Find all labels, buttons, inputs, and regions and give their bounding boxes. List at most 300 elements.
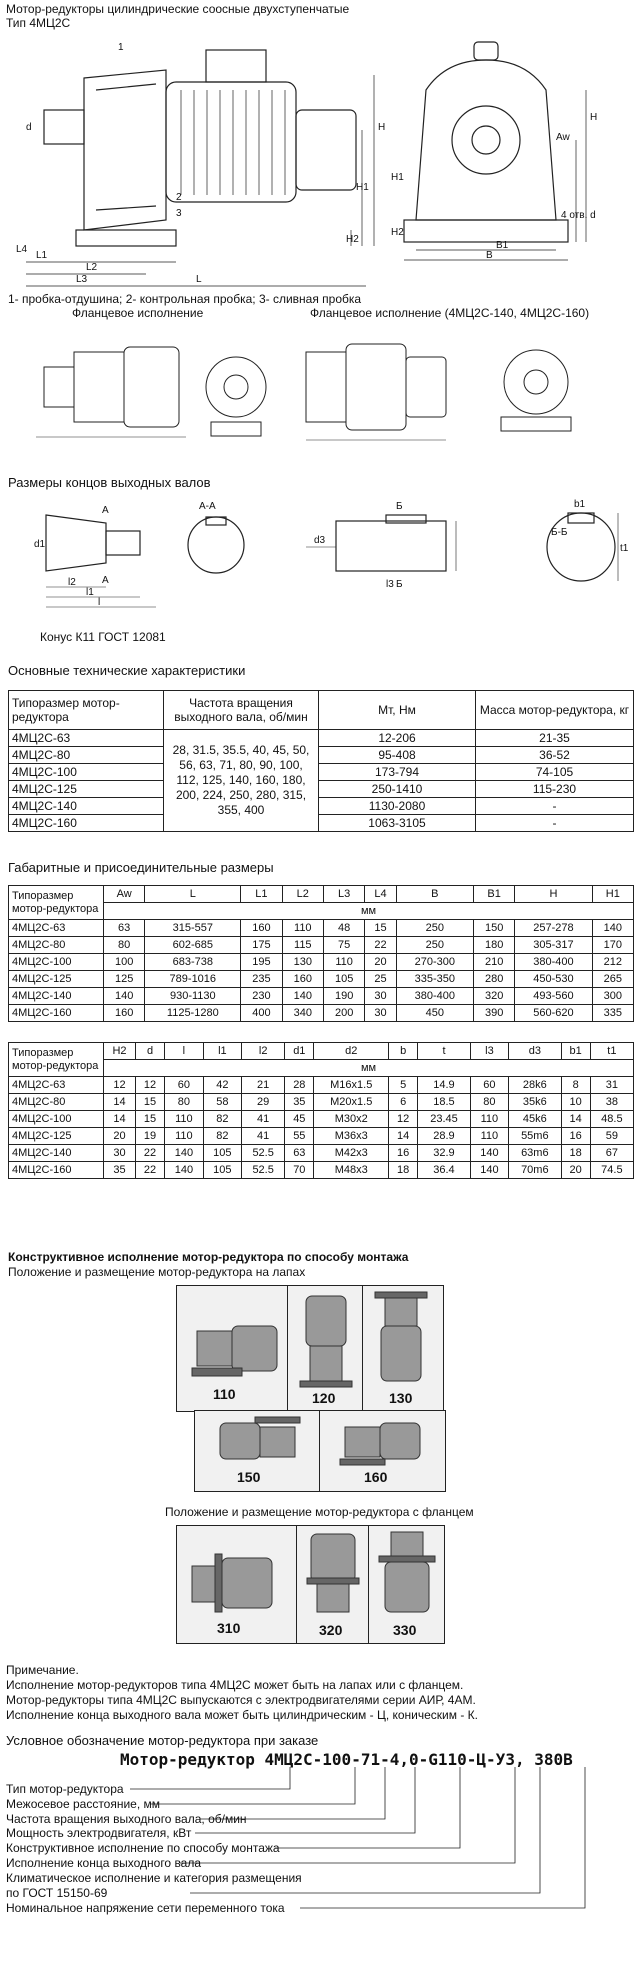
table-cell: M30x2 <box>314 1111 389 1128</box>
dim-H1-side: H1 <box>356 182 369 193</box>
dim-B1-front: B1 <box>496 240 509 251</box>
table-cell: 140 <box>470 1162 508 1179</box>
front-housing <box>416 60 556 220</box>
table-cell: 70 <box>285 1162 314 1179</box>
table-cell: 160 <box>241 920 282 937</box>
shaft-ends-drawing <box>6 495 636 615</box>
label-t1: t1 <box>620 543 629 554</box>
table-cell: 22 <box>365 937 396 954</box>
table-cell: 560-620 <box>515 1005 592 1022</box>
header-cell: B1 <box>473 886 514 903</box>
header-cell: Aw <box>104 886 145 903</box>
table-cell: 18 <box>561 1145 590 1162</box>
order-legend-item: по ГОСТ 15150-69 <box>6 1886 108 1900</box>
flange-mount-caption: Положение и размещение мотор-редуктора с фланцем <box>165 1505 474 1519</box>
table-cell: 130 <box>282 954 323 971</box>
dim-H-front: H <box>590 112 598 123</box>
table-cell: 35k6 <box>509 1094 561 1111</box>
output-shaft <box>44 110 84 144</box>
cone-note: Конус К11 ГОСТ 12081 <box>40 630 166 644</box>
table-row <box>9 781 634 798</box>
table-cell: 25 <box>365 971 396 988</box>
dims-table-2 <box>8 1042 634 1179</box>
table-cell: 63m6 <box>509 1145 561 1162</box>
table-cell: 390 <box>473 1005 514 1022</box>
callout-3: 3 <box>176 208 182 219</box>
order-legend-item: Номинальное напряжение сети переменного тока <box>6 1901 285 1915</box>
table-cell: 31 <box>590 1077 633 1094</box>
table-cell: 6 <box>389 1094 418 1111</box>
table-cell: - <box>476 815 634 832</box>
dim-B-front: B <box>486 250 493 261</box>
table-cell: 45 <box>285 1111 314 1128</box>
table-cell: 230 <box>241 988 282 1005</box>
table-cell: 175 <box>241 937 282 954</box>
lifting-eye <box>474 42 498 60</box>
table-cell: 270-300 <box>396 954 473 971</box>
table-cell: 105 <box>203 1145 241 1162</box>
label-b-top: Б <box>396 501 403 512</box>
mount-code-320: 320 <box>319 1622 343 1638</box>
table-row <box>9 1128 634 1145</box>
table-header-row <box>9 691 634 730</box>
table-cell: 52.5 <box>242 1162 285 1179</box>
mount-variant-110 <box>176 1285 289 1412</box>
table-cell: 110 <box>323 954 364 971</box>
table-cell: 140 <box>165 1145 203 1162</box>
dim-L3: L3 <box>76 274 88 285</box>
header-cell: l3 <box>470 1043 508 1060</box>
dims-title: Габаритные и присоединительные размеры <box>8 860 274 875</box>
order-legend-item: Межосевое расстояние, мм <box>6 1797 161 1811</box>
table-cell: 280 <box>473 971 514 988</box>
mount-variant-120 <box>287 1285 364 1412</box>
table-cell: 4МЦ2С-160 <box>9 1005 104 1022</box>
table-cell: 4МЦ2С-100 <box>9 764 164 781</box>
table-cell: 80 <box>470 1094 508 1111</box>
table-cell: 14 <box>104 1111 136 1128</box>
table-cell: 110 <box>282 920 323 937</box>
table-cell: 58 <box>203 1094 241 1111</box>
mount-code-110: 110 <box>213 1386 236 1402</box>
table-cell: 16 <box>389 1145 418 1162</box>
table-cell: 63 <box>104 920 145 937</box>
table-cell: 36.4 <box>418 1162 470 1179</box>
table-cell: M42x3 <box>314 1145 389 1162</box>
table-row <box>9 1145 634 1162</box>
table-cell: 140 <box>104 988 145 1005</box>
table-cell: 110 <box>165 1128 203 1145</box>
table-cell: 12 <box>104 1077 136 1094</box>
table-cell: 30 <box>104 1145 136 1162</box>
table-cell: 20 <box>561 1162 590 1179</box>
label-a-bottom: А <box>102 575 109 586</box>
table-cell: 300 <box>592 988 633 1005</box>
table-cell: 190 <box>323 988 364 1005</box>
header-cell: Типоразмер мотор-редуктора <box>9 886 104 920</box>
table-row <box>9 937 634 954</box>
table-cell: 683-738 <box>145 954 241 971</box>
table-cell: 105 <box>323 971 364 988</box>
label-section-a: А-А <box>199 501 216 512</box>
table-cell: M36x3 <box>314 1128 389 1145</box>
dim-H2-front: H2 <box>391 227 404 238</box>
shaft-ends-title: Размеры концов выходных валов <box>8 475 211 490</box>
header-cell: L1 <box>241 886 282 903</box>
note-heading: Примечание. <box>6 1663 79 1677</box>
motor-body <box>166 82 296 202</box>
header-cell: d <box>135 1043 164 1060</box>
table-cell: 4МЦ2С-125 <box>9 781 164 798</box>
table-cell: 150 <box>473 920 514 937</box>
table-cell: 55 <box>285 1128 314 1145</box>
dims-table-1 <box>8 885 634 1022</box>
order-legend-item: Исполнение конца выходного вала <box>6 1856 202 1870</box>
table-cell: 4МЦ2С-63 <box>9 1077 104 1094</box>
label-b1: b1 <box>574 499 586 510</box>
table-cell: 32.9 <box>418 1145 470 1162</box>
table-cell: 82 <box>203 1128 241 1145</box>
table-cell: 15 <box>365 920 396 937</box>
table-row <box>9 988 634 1005</box>
header-cell: H <box>515 886 592 903</box>
table-header-row <box>9 886 634 903</box>
header-cell: H2 <box>104 1043 136 1060</box>
table-cell: 115 <box>282 937 323 954</box>
table-cell: 35 <box>285 1094 314 1111</box>
table-row <box>9 747 634 764</box>
table-cell: 4МЦ2С-160 <box>9 815 164 832</box>
header-cell: b <box>389 1043 418 1060</box>
table-cell: 173-794 <box>319 764 476 781</box>
flange-drawings <box>6 322 636 452</box>
table-cell: 180 <box>473 937 514 954</box>
table-cell: 400 <box>241 1005 282 1022</box>
mount-code-130: 130 <box>389 1390 413 1406</box>
label-d3: d3 <box>314 535 326 546</box>
order-legend-item: Конструктивное исполнение по способу монтажа <box>6 1841 280 1855</box>
table-cell: 30 <box>365 988 396 1005</box>
table-cell: 67 <box>590 1145 633 1162</box>
table-cell: 52.5 <box>242 1145 285 1162</box>
dim-H-side: H <box>378 122 386 133</box>
motor-fan-cover <box>296 110 356 190</box>
table-cell: 60 <box>470 1077 508 1094</box>
cyl-shaft <box>336 521 446 571</box>
mount-variant-310 <box>176 1525 298 1644</box>
table-cell: 1130-2080 <box>319 798 476 815</box>
table-cell: 195 <box>241 954 282 971</box>
mount-code-160: 160 <box>364 1469 388 1485</box>
table-cell: 335-350 <box>396 971 473 988</box>
table-cell: 63 <box>285 1145 314 1162</box>
header-cell: d2 <box>314 1043 389 1060</box>
table-row <box>9 730 634 747</box>
table-cell: 20 <box>365 954 396 971</box>
header-cell: l1 <box>203 1043 241 1060</box>
table-cell: M16x1.5 <box>314 1077 389 1094</box>
table-cell: 340 <box>282 1005 323 1022</box>
page-title: Мотор-редукторы цилиндрические соосные двухступенчатые <box>6 2 350 16</box>
table-cell: 105 <box>203 1162 241 1179</box>
type-label: Тип 4МЦ2С <box>6 16 71 30</box>
table-cell: 170 <box>592 937 633 954</box>
table-cell: 125 <box>104 971 145 988</box>
table-cell: 82 <box>203 1111 241 1128</box>
table-cell: 5 <box>389 1077 418 1094</box>
table-cell: 8 <box>561 1077 590 1094</box>
header-cell: l2 <box>242 1043 285 1060</box>
table-cell: 4МЦ2С-80 <box>9 747 164 764</box>
header-cell: b1 <box>561 1043 590 1060</box>
note-line: Исполнение мотор-редукторов типа 4МЦ2С может быть на лапах или с фланцем. <box>6 1678 464 1692</box>
table-cell: 4МЦ2С-63 <box>9 920 104 937</box>
table-cell: 60 <box>165 1077 203 1094</box>
table-cell: - <box>476 798 634 815</box>
table-cell: 4МЦ2С-160 <box>9 1162 104 1179</box>
table-row <box>9 1094 634 1111</box>
table-cell: 42 <box>203 1077 241 1094</box>
table-header-row <box>9 1043 634 1060</box>
header-cell: L3 <box>323 886 364 903</box>
table-cell: 140 <box>282 988 323 1005</box>
table-row <box>9 764 634 781</box>
flange-caption-left: Фланцевое исполнение <box>72 306 204 320</box>
table-cell: 4МЦ2С-140 <box>9 798 164 815</box>
table-cell: 18.5 <box>418 1094 470 1111</box>
table-cell: 22 <box>135 1145 164 1162</box>
table-cell: 74-105 <box>476 764 634 781</box>
header-cell: L2 <box>282 886 323 903</box>
order-legend-item: Тип мотор-редуктора <box>6 1782 124 1796</box>
table-row <box>9 1162 634 1179</box>
table-cell: 41 <box>242 1128 285 1145</box>
table-cell: 160 <box>282 971 323 988</box>
table-row <box>9 971 634 988</box>
table-cell: 115-230 <box>476 781 634 798</box>
table-cell: 140 <box>592 920 633 937</box>
table-cell: 110 <box>470 1111 508 1128</box>
table-cell: 10 <box>561 1094 590 1111</box>
freq-cell: 28, 31.5, 35.5, 40, 45, 50, 56, 63, 71, 80, 90, 100, 112, 125, 140, 160, 180, 200, 224, 250, 280, 315, 355, 400 <box>164 730 319 832</box>
front-feet <box>404 220 568 242</box>
order-designation: Мотор-редуктор 4МЦ2С-100-71-4,0-G110-Ц-У3, 380В <box>120 1750 573 1769</box>
header-cell: d3 <box>509 1043 561 1060</box>
order-legend-item: Мощность электродвигателя, кВт <box>6 1826 192 1840</box>
table-cell: 4МЦ2С-100 <box>9 1111 104 1128</box>
mount-variant-150 <box>194 1410 321 1492</box>
tech-specs-table <box>8 690 634 832</box>
header-cell: L <box>145 886 241 903</box>
table-cell: 305-317 <box>515 937 592 954</box>
table-cell: 1125-1280 <box>145 1005 241 1022</box>
table-cell: 21-35 <box>476 730 634 747</box>
table-cell: 74.5 <box>590 1162 633 1179</box>
table-cell: M48x3 <box>314 1162 389 1179</box>
header-cell: Типоразмер мотор-редуктора <box>9 691 164 730</box>
header-cell: Мт, Нм <box>319 691 476 730</box>
table-cell: 140 <box>165 1162 203 1179</box>
table-cell: 160 <box>104 1005 145 1022</box>
table-cell: 450-530 <box>515 971 592 988</box>
table-cell: 35 <box>104 1162 136 1179</box>
table-cell: 15 <box>135 1094 164 1111</box>
dim-L1: L1 <box>36 250 48 261</box>
table-row <box>9 920 634 937</box>
header-cell: H1 <box>592 886 633 903</box>
dim-d-side: d <box>26 122 32 133</box>
table-cell: 493-560 <box>515 988 592 1005</box>
table-cell: 75 <box>323 937 364 954</box>
table-cell: 14 <box>389 1128 418 1145</box>
header-cell: t1 <box>590 1043 633 1060</box>
table-cell: 110 <box>470 1128 508 1145</box>
table-cell: 930-1130 <box>145 988 241 1005</box>
table-cell: 4МЦ2С-140 <box>9 1145 104 1162</box>
table-cell: 12 <box>135 1077 164 1094</box>
header-cell: Типоразмер мотор-редуктора <box>9 1043 104 1077</box>
main-assembly-drawing <box>6 30 636 292</box>
mount-variant-320 <box>296 1525 370 1644</box>
table-cell: 450 <box>396 1005 473 1022</box>
table-cell: 28 <box>285 1077 314 1094</box>
parts-legend: 1- пробка-отдушина; 2- контрольная пробка; 3- сливная пробка <box>8 292 362 306</box>
mount-variant-160 <box>319 1410 446 1492</box>
table-cell: 250 <box>396 920 473 937</box>
table-cell: 265 <box>592 971 633 988</box>
header-cell: Масса мотор-редуктора, кг <box>476 691 634 730</box>
table-cell: 140 <box>470 1145 508 1162</box>
mount-code-150: 150 <box>237 1469 261 1485</box>
table-cell: 55m6 <box>509 1128 561 1145</box>
output-flange-circle <box>452 106 520 174</box>
table-cell: 257-278 <box>515 920 592 937</box>
table-cell: 70m6 <box>509 1162 561 1179</box>
table-cell: 4МЦ2С-80 <box>9 937 104 954</box>
order-title: Условное обозначение мотор-редуктора при заказе <box>6 1733 319 1748</box>
table-cell: 315-557 <box>145 920 241 937</box>
label-b-bottom: Б <box>396 579 403 590</box>
mount-code-330: 330 <box>393 1622 417 1638</box>
table-cell: 200 <box>323 1005 364 1022</box>
table-cell: 80 <box>165 1094 203 1111</box>
table-row <box>9 1111 634 1128</box>
table-cell: 212 <box>592 954 633 971</box>
table-cell: 36-52 <box>476 747 634 764</box>
table-cell: 4МЦ2С-63 <box>9 730 164 747</box>
table-cell: 380-400 <box>515 954 592 971</box>
table-cell: 45k6 <box>509 1111 561 1128</box>
units-cell: мм <box>104 903 634 920</box>
table-cell: 110 <box>165 1111 203 1128</box>
label-l3: l3 <box>386 579 394 590</box>
table-cell: 14 <box>561 1111 590 1128</box>
flange-caption-right: Фланцевое исполнение (4МЦ2С-140, 4МЦ2С-160) <box>310 306 590 320</box>
terminal-box <box>206 50 266 82</box>
table-cell: 48.5 <box>590 1111 633 1128</box>
label-d1: d1 <box>34 539 46 550</box>
mounting-title: Конструктивное исполнение мотор-редуктора по способу монтажа <box>8 1250 409 1264</box>
table-row <box>9 815 634 832</box>
table-cell: 789-1016 <box>145 971 241 988</box>
mount-variant-130 <box>362 1285 444 1412</box>
table-cell: 21 <box>242 1077 285 1094</box>
label-a-top: А <box>102 505 109 516</box>
header-cell: l <box>165 1043 203 1060</box>
table-cell: 235 <box>241 971 282 988</box>
dim-L4: L4 <box>16 244 28 255</box>
table-cell: 250 <box>396 937 473 954</box>
order-legend-item: Частота вращения выходного вала, об/мин <box>6 1812 247 1826</box>
holes-note: 4 отв. d <box>561 210 596 221</box>
table-cell: 22 <box>135 1162 164 1179</box>
table-cell: 4МЦ2С-125 <box>9 1128 104 1145</box>
table-cell: 23.45 <box>418 1111 470 1128</box>
label-section-b: Б-Б <box>551 527 568 538</box>
header-cell: d1 <box>285 1043 314 1060</box>
table-cell: 28k6 <box>509 1077 561 1094</box>
table-cell: 100 <box>104 954 145 971</box>
callout-1: 1 <box>118 42 124 53</box>
gear-feet <box>76 230 176 246</box>
label-l: l <box>98 597 101 608</box>
header-cell: L4 <box>365 886 396 903</box>
table-row <box>9 954 634 971</box>
table-cell: 48 <box>323 920 364 937</box>
table-cell: 59 <box>590 1128 633 1145</box>
dim-L: L <box>196 274 202 285</box>
table-cell: 14 <box>104 1094 136 1111</box>
label-l2: l2 <box>68 577 76 588</box>
table-row <box>9 1005 634 1022</box>
table-cell: 28.9 <box>418 1128 470 1145</box>
table-cell: 4МЦ2С-80 <box>9 1094 104 1111</box>
table-cell: 12-206 <box>319 730 476 747</box>
table-cell: 41 <box>242 1111 285 1128</box>
dim-L2: L2 <box>86 262 98 273</box>
table-cell: 30 <box>365 1005 396 1022</box>
table-cell: 18 <box>389 1162 418 1179</box>
header-cell: t <box>418 1043 470 1060</box>
feet-caption: Положение и размещение мотор-редуктора на лапах <box>8 1265 306 1279</box>
table-cell: 15 <box>135 1111 164 1128</box>
dim-H1-front: H1 <box>391 172 404 183</box>
table-row <box>9 798 634 815</box>
table-cell: 29 <box>242 1094 285 1111</box>
table-cell: 380-400 <box>396 988 473 1005</box>
table-row <box>9 1077 634 1094</box>
units-cell: мм <box>104 1060 634 1077</box>
table-cell: 12 <box>389 1111 418 1128</box>
table-cell: 4МЦ2С-100 <box>9 954 104 971</box>
table-cell: 80 <box>104 937 145 954</box>
mount-code-120: 120 <box>312 1390 336 1406</box>
label-l1: l1 <box>86 587 94 598</box>
dim-H2-side: H2 <box>346 234 359 245</box>
table-cell: 95-408 <box>319 747 476 764</box>
table-cell: M20x1.5 <box>314 1094 389 1111</box>
header-cell: Частота вращения выходного вала, об/мин <box>164 691 319 730</box>
tech-specs-title: Основные технические характеристики <box>8 663 246 678</box>
table-cell: 19 <box>135 1128 164 1145</box>
table-cell: 1063-3105 <box>319 815 476 832</box>
dim-Aw-front: Aw <box>556 132 570 143</box>
table-cell: 14.9 <box>418 1077 470 1094</box>
header-cell: B <box>396 886 473 903</box>
callout-2: 2 <box>176 192 182 203</box>
table-cell: 4МЦ2С-125 <box>9 971 104 988</box>
note-line: Исполнение конца выходного вала может быть цилиндрическим - Ц, коническим - К. <box>6 1708 478 1722</box>
